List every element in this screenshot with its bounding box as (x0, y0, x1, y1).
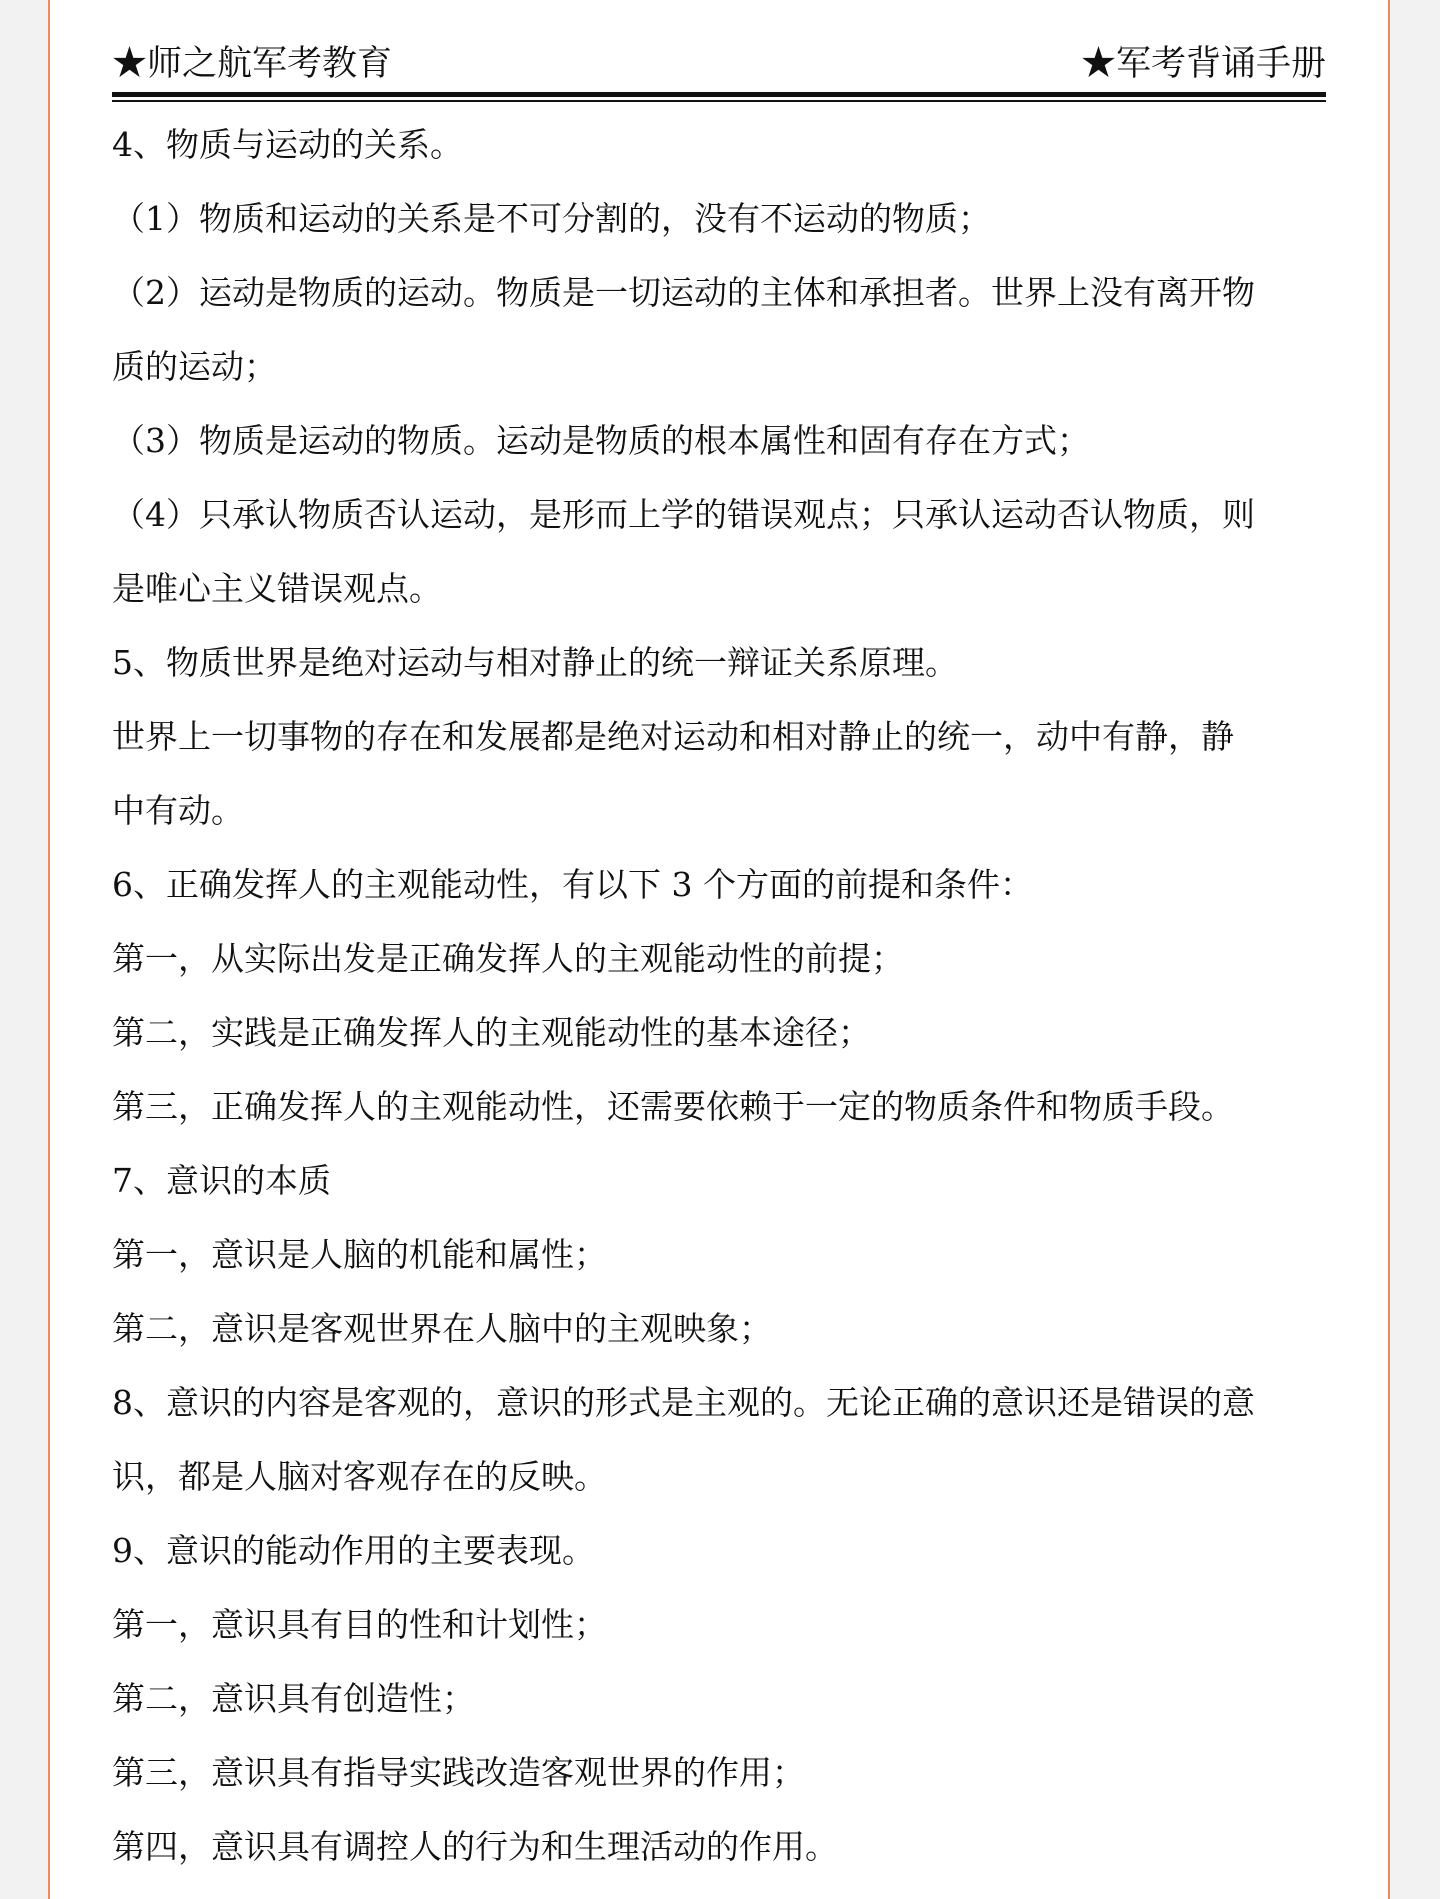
text-line: 识，都是人脑对客观存在的反映。 (112, 1457, 607, 1496)
text-line: 第三，意识具有指导实践改造客观世界的作用； (112, 1753, 805, 1792)
text-line: 第二，实践是正确发挥人的主观能动性的基本途径； (112, 1013, 871, 1052)
text-line: 第二，意识是客观世界在人脑中的主观映象； (112, 1309, 772, 1348)
text-line: 第一，从实际出发是正确发挥人的主观能动性的前提； (112, 939, 904, 978)
header-left-title: ★师之航军考教育 (112, 44, 393, 84)
text-line: 7、意识的本质 (112, 1161, 331, 1200)
text-line: （4）只承认物质否认运动，是形而上学的错误观点；只承认运动否认物质，则 (112, 495, 1255, 534)
header-rule-thin (112, 100, 1326, 102)
text-line: 5、物质世界是绝对运动与相对静止的统一辩证关系原理。 (112, 643, 958, 682)
text-line: 第一，意识是人脑的机能和属性； (112, 1235, 607, 1274)
text-line: 质的运动； (112, 347, 277, 386)
text-line: 第二，意识具有创造性； (112, 1679, 475, 1718)
document-page (48, 0, 1390, 1899)
text-line: 第三，正确发挥人的主观能动性，还需要依赖于一定的物质条件和物质手段。 (112, 1087, 1234, 1126)
text-line: （1）物质和运动的关系是不可分割的，没有不运动的物质； (112, 199, 991, 238)
text-line: 世界上一切事物的存在和发展都是绝对运动和相对静止的统一，动中有静，静 (112, 717, 1234, 756)
text-line: 中有动。 (112, 791, 244, 830)
text-line: 4、物质与运动的关系。 (112, 125, 463, 164)
page-header (112, 42, 1326, 86)
text-line: 第一，意识具有目的性和计划性； (112, 1605, 607, 1644)
document-body (112, 108, 1326, 1884)
text-line: 6、正确发挥人的主观能动性，有以下 3 个方面的前提和条件： (112, 865, 1033, 904)
header-rule-thick (112, 92, 1326, 97)
header-right-title: ★军考背诵手册 (1080, 44, 1326, 84)
text-line: （2）运动是物质的运动。物质是一切运动的主体和承担者。世界上没有离开物 (112, 273, 1255, 312)
text-line: 9、意识的能动作用的主要表现。 (112, 1531, 595, 1570)
text-line: （3）物质是运动的物质。运动是物质的根本属性和固有存在方式； (112, 421, 1090, 460)
text-line: 第四，意识具有调控人的行为和生理活动的作用。 (112, 1827, 838, 1866)
text-line: 8、意识的内容是客观的，意识的形式是主观的。无论正确的意识还是错误的意 (112, 1383, 1255, 1422)
text-line: 是唯心主义错误观点。 (112, 569, 442, 608)
